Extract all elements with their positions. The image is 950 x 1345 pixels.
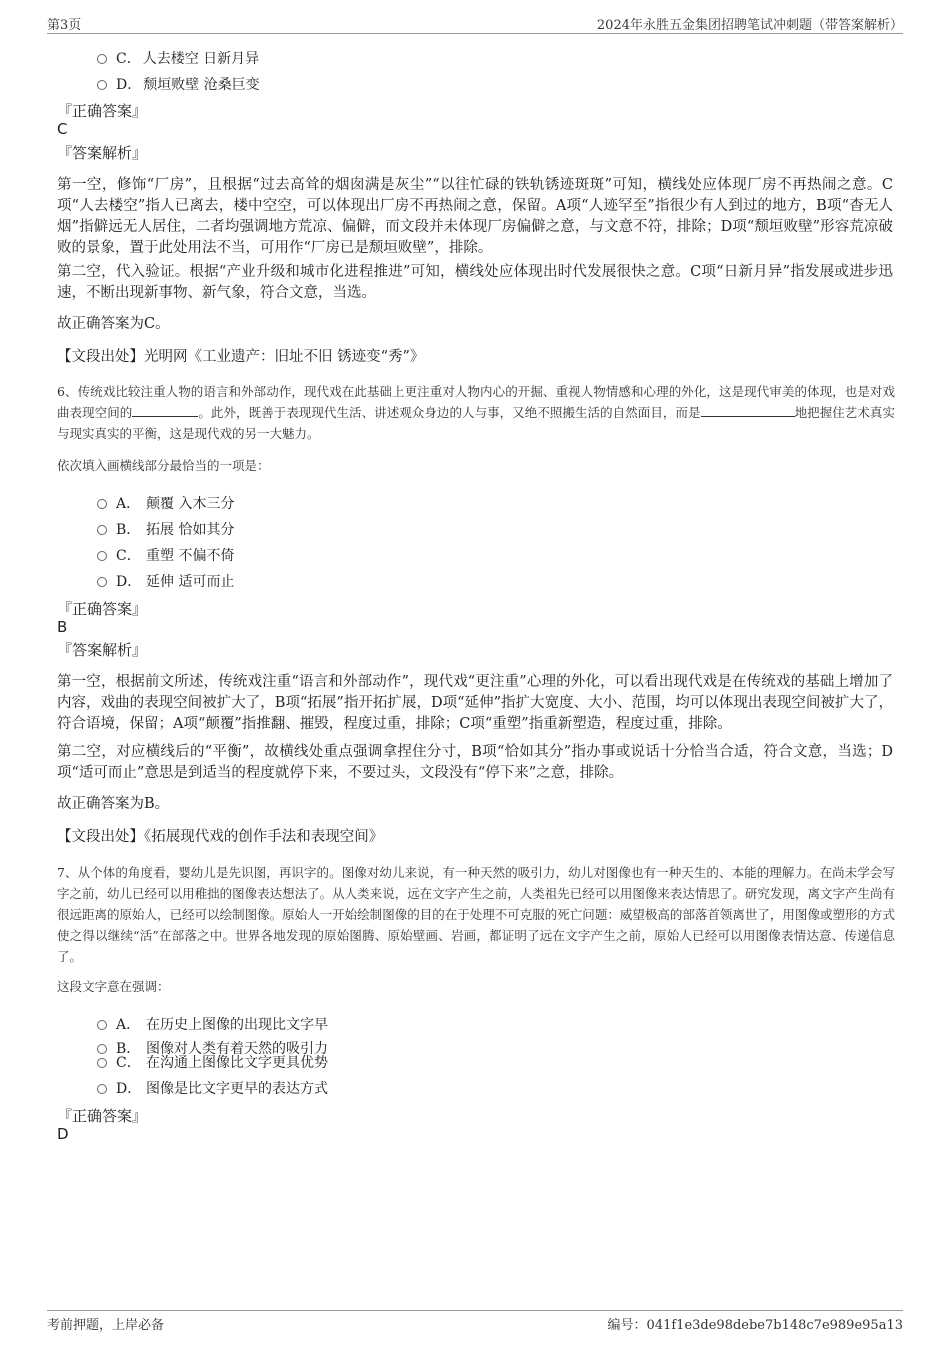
q6-analysis-paragraph-1: 第一空，根据前文所述，传统戏注重“语言和外部动作”，现代戏“更注重”心理的外化，可以看出现代戏是在传统戏的基础上增加了内容，戏曲的表现空间被扩大了，B项“拓展”指开拓扩展，D项“延伸”指扩大宽度、大小、范围，均可以体现出表现空间被扩大了，符合语境，保留；A项“颠覆”指推翻、摧毁，程度过重，排除；C项“重塑”指重新塑造，程度过重，排除。 — [57, 674, 893, 732]
page-number: 第3页 — [47, 18, 82, 33]
q6-analysis-label: 『答案解析』 — [57, 641, 148, 659]
radio-icon[interactable] — [97, 1084, 107, 1094]
q7-stem: 7、从个体的角度看，婴幼儿是先识图，再识字的。图像对幼儿来说，有一种天然的吸引力，幼儿对图像也有一种天生的、本能的理解力。在尚未学会写字之前，幼儿已经可以用稚拙的图像表达想法了。从人类来说，远在文字产生之前，人类祖先已经可以用图像来表达情思了。研究发现，离文字产生尚有很远距离的原始人，已经可以绘制图像。原始人一开始绘制图像的目的在于处理不可克服的死亡问题：威望极高的部落首领离世了，用图像或塑形的方式使之得以继续“活”在部落之中。世界各地发现的原始图腾、原始壁画、岩画，都证明了远在文字产生之前，原始人已经可以用图像表情达意、传递信息了。 — [57, 865, 895, 964]
radio-icon[interactable] — [97, 577, 107, 587]
fill-blank-1 — [132, 404, 198, 417]
page-header — [47, 14, 903, 34]
q6-stem: 6、传统戏比较注重人物的语言和外部动作，现代戏在此基础上更注重对人物内心的开掘、重视人物情感和心理的外化，这是现代审美的体现，也是对戏曲表现空间的 。此外，既善于表现现代生活、讲述观众身边的人与事，又绝不照搬生活的自然面目，而是 地把握住艺术真实与现实真实的平衡，这是现代戏的另一大魅力。 — [57, 384, 895, 441]
q5-answer-label: 『正确答案』 — [57, 102, 148, 120]
radio-icon[interactable] — [97, 499, 107, 509]
q7-option-c[interactable]: C． 在沟通上图像比文字更具优势 — [97, 1052, 328, 1072]
q6-source: 【文段出处】《拓展现代戏的创作手法和表现空间》 — [57, 829, 384, 845]
q7-answer-label: 『正确答案』 — [57, 1107, 148, 1125]
fill-blank-2 — [701, 404, 795, 417]
footer-divider — [47, 1310, 903, 1311]
header-divider — [47, 33, 903, 34]
radio-icon[interactable] — [97, 525, 107, 535]
q7-option-d[interactable]: D． 图像是比文字更早的表达方式 — [97, 1078, 328, 1098]
radio-icon[interactable] — [97, 1058, 107, 1068]
q5-analysis-paragraph-1: 第一空，修饰“厂房”，且根据“过去高耸的烟囱满是灰尘”“以往忙碌的铁轨锈迹斑斑”可知，横线处应体现厂房不再热闹之意。C项“人去楼空”指人已离去，楼中空空，可以体现出厂房不再热闹之意，保留。A项“人迹罕至”指很少有人到过的地方，B项“杳无人烟”指僻远无人居住，二者均强调地方荒凉、偏僻，而文段并未体现厂房偏僻之意，与文意不符，排除；D项“颓垣败壁”形容荒凉破败的景象，置于此处用法不当，可用作“厂房已是颓垣败壁”，排除。 — [57, 177, 893, 256]
q7-answer: D — [57, 1125, 69, 1143]
q5-option-d[interactable]: D． 颓垣败壁 沧桑巨变 — [97, 74, 260, 94]
q7-option-b[interactable]: B． 图像对人类有着天然的吸引力 — [97, 1038, 328, 1058]
q6-option-c[interactable]: C． 重塑 不偏不倚 — [97, 545, 234, 565]
q5-answer: C — [57, 120, 68, 138]
q7-option-a[interactable]: A． 在历史上图像的出现比文字早 — [97, 1014, 328, 1034]
q5-option-c[interactable]: C． 人去楼空 日新月异 — [97, 48, 259, 68]
q5-conclusion: 故正确答案为C。 — [57, 316, 170, 332]
q6-answer-label: 『正确答案』 — [57, 600, 148, 618]
q6-conclusion: 故正确答案为B。 — [57, 796, 170, 812]
document-code: 编号：041f1e3de98debe7b148c7e989e95a13 — [607, 1318, 903, 1333]
q5-analysis-label: 『答案解析』 — [57, 144, 148, 162]
radio-icon[interactable] — [97, 551, 107, 561]
q5-source: 【文段出处】光明网《工业遗产：旧址不旧 锈迹变“秀”》 — [57, 349, 425, 365]
q5-analysis-paragraph-2: 第二空，代入验证。根据“产业升级和城市化进程推进”可知，横线处应体现出时代发展很快之意。C项“日新月异”指发展或进步迅速，不断出现新事物、新气象，符合文意，当选。 — [57, 264, 893, 301]
q6-option-a[interactable]: A． 颠覆 入木三分 — [97, 493, 234, 513]
q7-prompt: 这段文字意在强调： — [57, 979, 170, 994]
q6-option-d[interactable]: D． 延伸 适可而止 — [97, 571, 234, 591]
radio-icon[interactable] — [97, 1020, 107, 1030]
document-title: 2024年永胜五金集团招聘笔试冲刺题（带答案解析） — [596, 18, 903, 33]
radio-icon[interactable] — [97, 80, 107, 90]
radio-icon[interactable] — [97, 54, 107, 64]
q6-answer: B — [57, 618, 68, 636]
q6-analysis-paragraph-2: 第二空，对应横线后的“平衡”，故横线处重点强调拿捏住分寸，B项“恰如其分”指办事或说话十分恰当合适，符合文意，当选；D项“适可而止”意思是到适当的程度就停下来，不要过头，文段没有“停下来”之意，排除。 — [57, 744, 893, 781]
q6-prompt: 依次填入画横线部分最恰当的一项是： — [57, 458, 270, 473]
footer-slogan: 考前押题，上岸必备 — [47, 1318, 165, 1333]
q6-option-b[interactable]: B． 拓展 恰如其分 — [97, 519, 234, 539]
